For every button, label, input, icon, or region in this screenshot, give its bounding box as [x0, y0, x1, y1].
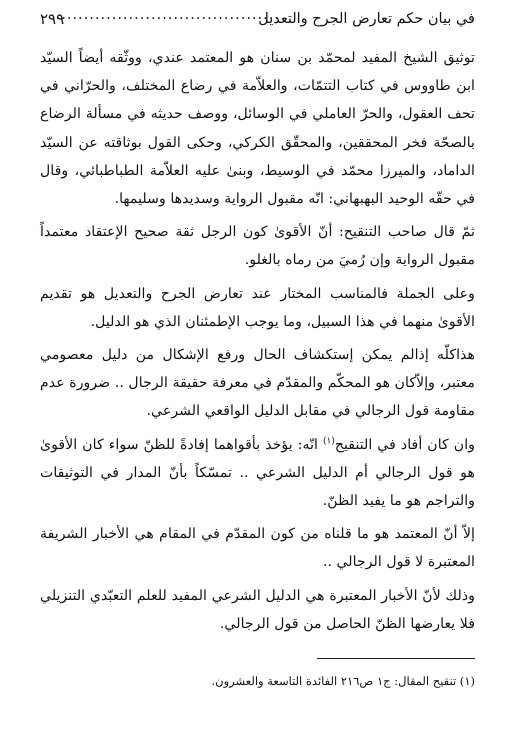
main-text	[40, 44, 475, 643]
footnote: (١) تنقيح المقال: ج١ ص٢١٦ الفائدة التاسعة والعشرون.	[211, 674, 475, 688]
paragraph: إلاّ أنّ المعتمد هو ما قلناه من كون المقدّم في المقام هي الأخبار الشريفة المعتبرة لا قول الرجالي ..	[40, 526, 475, 571]
paragraph: وعلى الجملة فالمناسب المختار عند تعارض الجرح والتعديل هو تقديم الأقوىٰ منهما في هذا السبيل، وما يوجب الإطمئنان الذي هو الدليل.	[40, 285, 475, 330]
footnote-reference: (١)	[322, 435, 335, 446]
paragraph-text: وان كان أفاد في التنقيح	[334, 436, 476, 453]
paragraph: ثمّ قال صاحب التنقيح: أنّ الأقوىٰ كون الرجل ثقة صحيح الإعتقاد معتمداً مقبول الرواية وإن رُميَ من رماه بالغلو.	[40, 224, 475, 269]
paragraph-text: انّه: يؤخذ بأقواهما إفادةً للظنّ سواء كان الأقوىٰ هو قول الرجالي أم الدليل الشرعي .. تمسّكاً بأنّ المدار في التوثيقات والتراجم هو ما يفيد الظنّ.	[40, 436, 475, 510]
paragraph	[40, 431, 475, 516]
page-number: ٢٩٩	[40, 10, 65, 28]
paragraph: توثيق الشيخ المفيد لمحمّد بن سنان هو المعتمد عندي، ووثّقه أيضاً السيّد ابن طاووس في كتاب التتمّات، والعلاّمة في رضاع المختلف، والحرّاني في تحف العقول، والحرّ العاملي في الوسائل، ووصف حديثه في مسألة الرضاع بالصحّة فخر المحققين، والمحقّق الكركي، وحكى القول بوثاقته عن السيّد الداماد، والميرزا محمّد في الوسيط، وبنىٰ عليه العلاّمة الطباطبائي، وقال في حقّه الوحيد البهبهاني: انّه مقبول الرواية وسديدها وسليمها.	[40, 50, 475, 208]
page-header	[40, 8, 475, 30]
paragraph: وذلك لأنّ الأخبار المعتبرة هي الدليل الشرعي المفيد للعلم التعبّدي التنزيلي فلا يعارضها الظنّ الحاصل من قول الرجالي.	[40, 587, 475, 632]
running-title: في بيان حكم تعارض الجرح والتعديل	[258, 11, 475, 27]
footnote-separator	[317, 658, 475, 659]
paragraph: هذاكلّه إذالم يمكن إستكشاف الحال ورفع الإشكال من دليل معصومي معتبر، وإلاّكان هو المحكّم والمقدّم في معرفة حقيقة الرجال .. ضرورة عدم مقاومة قول الرجالي في مقابل الدليل الواقعي الشرعي.	[40, 347, 475, 420]
header-dot-leader: ........................................	[55, 7, 280, 23]
